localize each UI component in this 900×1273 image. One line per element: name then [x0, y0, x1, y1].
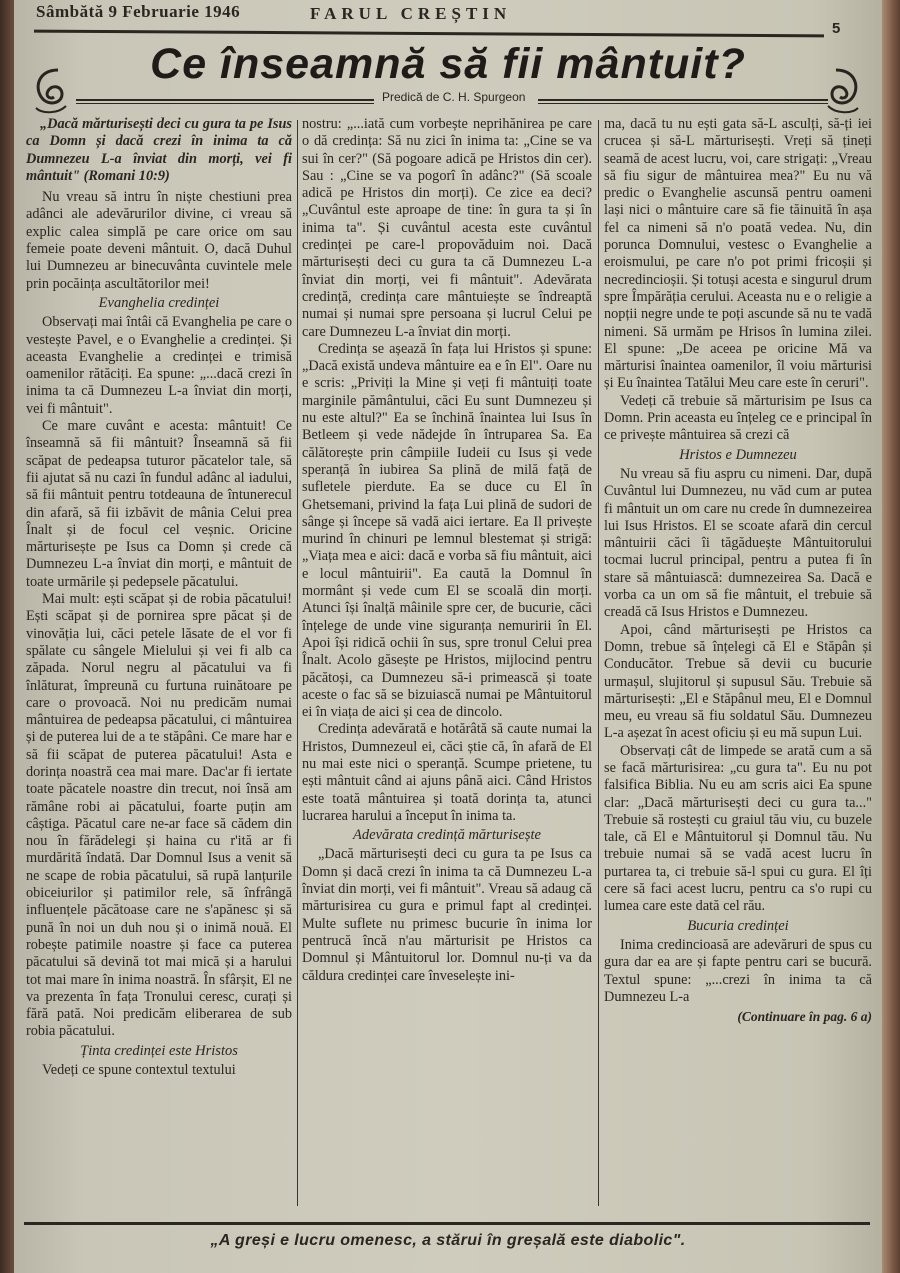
newspaper-page [14, 0, 882, 1273]
paragraph: ma, dacă tu nu ești gata să-L asculți, să-ți iei crucea și să-L mărturisești. Vreți să țineți seamă de acest lucru, voi, care strigați: „Vreau să fiu sigur de mântuirea mea?" Eu nu vă predic o Evanghelie ascunsă pentru oameni lași nici o mântuire care să fie tăinuită în așa fel ca nimeni să n'o poată vedea. Nu, din porunca Domnului, vestesc o Evanghelie a eroismului, pe care n'o pot primi fricoșii și necredincioșii. Și totuși acesta e singurul drum spre Împărăția cerului. Aceasta nu e o religie a nopții negre unde te poți ascunde să nu te vadă nimeni. Să urmăm pe Hrisos în lumina zilei. El spune: „De aceea pe oricine Mă va mărturisi înaintea oamenilor, îl voiu mărturisi și Eu înaintea Tatălui Meu care este în ceruri". [604, 116, 872, 392]
byline-rule-right [538, 99, 828, 104]
paragraph: Credința se așează în fața lui Hristos și spune: „Dacă există undeva mântuire ea e în El". Oare nu e scris: „Priviți la Mine și veți fi mântuiți toate marginile pământului, căci Eu sunt Dumnezeu și nu este altul?" Ea se închină înaintea lui Isus în Betleem și vede nădejde în întruparea Sa. Ea călătorește prin câmpiile Iudeii cu Isus și vede speranță în iubirea Sa plină de milă față de sufletele pierdute. Ea se duce cu El în Ghetsemani, privind la fața Lui plină de sudori de sânge și începe să vadă aici iertare. Ea Il privește murind în chinuri pe lemnul blestemat și strigă: „Viața mea e aici: dacă e vorba să fiu mântuit, aici e locul mântuirii". Ea caută la Domnul în mormânt și vede cum El se scoală din morți. Atunci își înalță mâinile spre cer, de bucurie, căci înțelege de unde vine siguranța nemuririi în El. Apoi își ridică ochii în sus, spre tronul Celui prea Înalt. Acolo găsește pe Hristos, mijlocind pentru păcătoși, ca Dumnezeu să-i primească și toate aceste o fac să se bizuiască numai pe Mântuitorul ei în viața de aici și cea de dincolo. [302, 340, 592, 721]
article-title: Ce înseamnă să fii mântuit? [150, 40, 746, 88]
column-divider [297, 120, 298, 1206]
paragraph: „Dacă mărturisești deci cu gura ta pe Isus ca Domn și dacă crezi în inima ta că Dumnezeu L-a înviat din morți, vei fi mântuit". Vreau să adaug că mărturisirea cu gura e primul fapt al credinței. Multe suflete nu primesc bucurie în inima lor pentrucă încă n'au mărturisit pe Hristos ca Domnul și Mântuitorul lor. Domnul nu-ți va da căldura credinței care înveselește ini- [302, 846, 592, 984]
paragraph: Apoi, când mărturisești pe Hristos ca Domn, trebue să înțelegi că El e Stăpân și Conducător. Trebue să devii cu bucurie urmașul, slujitorul și supusul Său. Trebuie să mărturisești: „El e Stăpânul meu, El e Domnul meu, eu vreau să fiu soldatul Său. Dumnezeu L-a așezat în acest oficiu și eu mă supun Lui. [604, 621, 872, 742]
paragraph: Observați mai întâi că Evanghelia pe care o vestește Pavel, e o Evanghelie a credinței. Și aceasta Evanghelie a credinței e trimisă oamenilor rătăciți. Ea spune: „...dacă crezi în inima ta că Dumnezeu L-a înviat din morți, vei fi mântuit". [26, 314, 292, 417]
scripture-motto: „Dacă mărturisești deci cu gura ta pe Isus ca Domn și dacă crezi în inima ta că Dumnezeu L-a înviat din morți, vei fi mântuit" (Romani 10:9) [26, 116, 292, 184]
article-column-2 [302, 116, 592, 1206]
issue-date: Sâmbătă 9 Februarie 1946 [36, 2, 241, 21]
subheading: Ținta credinței este Hristos [80, 1042, 238, 1059]
book-spine [0, 0, 14, 1273]
byline: Predică de C. H. Spurgeon [382, 90, 526, 104]
article-column-1 [26, 116, 292, 1206]
paragraph: Credința adevărată e hotărâtă să caute numai la Hristos, Dumnezeul ei, căci știe că, în afară de El nu mai este nici o speranță. Scumpe prietene, tu ești mântuit când ai ajuns până aici. Când Hristos este toată mântuirea și toată dorința ta, atunci lucrarea harului a început în inima ta. [302, 721, 592, 824]
footer-rule [24, 1222, 870, 1225]
paragraph: Ce mare cuvânt e acesta: mântuit! Ce înseamnă să fii mântuit? Înseamnă să fii scăpat de pedeapsa tuturor păcatelor tale, să fii ajutat să nu cazi în fundul adânc al iadului, să fii mântuit pentru totdeauna de întunerecul din afară, să fii izbăvit de mânia Celui prea Înalt și de focul cel veșnic. Oricine mărturisește pe Isus ca Domn și crede că Dumnezeu L-a înviat din morți, e mântuit de toate urmările și pedepsele păcatului. [26, 418, 292, 590]
paragraph: Observați cât de limpede se arată cum a să se facă mărturisirea: „cu gura ta". Eu nu pot falsifica Biblia. Nu eu am scris aici Ea spune clar: „Dacă mărturisești deci cu gura ta..." Trebuie să rostești cu graiul tău viu, cu buzele tale, că El e Mântuitorul și Domnul tău. Nu trebuie numai să se vadă acest lucru în purtarea ta, ci trebuie să-l spui cu gura. El îți cere să faci acest lucru, pentru ca s'o rupi cu lumea care este dată cel rău. [604, 742, 872, 915]
paragraph: Vedeți ce spune contextul textului [42, 1062, 236, 1079]
paragraph: Nu vreau să fiu aspru cu nimeni. Dar, după Cuvântul lui Dumnezeu, nu văd cum ar putea fi mântuit un om care nu crede în dumnezeirea lui Isus Hristos. El se scoate afară din cercul mântuirii căci îi tăgăduește Mântuitorului tocmai lucrul principal, pentru a putea fi în stare să mântuiască: dumnezeirea Sa. Dacă e vorba ca un om să fie mântuit, el trebuie să creadă că Isus Hristos e Dumnezeu. [604, 465, 872, 621]
right-ornament-icon [822, 64, 866, 118]
subheading: Bucuria credinței [687, 917, 789, 934]
subheading: Hristos e Dumnezeu [679, 446, 797, 463]
masthead: FARUL CREȘTIN [310, 4, 512, 23]
byline-rule-left [76, 99, 374, 104]
continuation-note: (Continuare în pag. 6 a) [737, 1009, 872, 1025]
left-ornament-icon [28, 64, 72, 118]
paragraph: Nu vreau să intru în niște chestiuni prea adânci ale adevărurilor divine, ci vreau să explic calea simplă pe care orice om sau femeie poate deveni mântuit. O, dacă Duhul lui Dumnezeu ar binecuvânta cuvintele mele prin pocăința ascultătorilor mei! [26, 189, 292, 292]
subheading: Evanghelia credinței [98, 294, 220, 311]
article-column-3 [604, 116, 872, 1206]
header-rule [34, 30, 824, 38]
page-number: 5 [832, 20, 841, 37]
subheading: Adevărata credință mărturisește [353, 827, 541, 844]
paragraph: Inima credincioasă are adevăruri de spus cu gura dar ea are și fapte pentru cari se bucură. Textul spune: „...crezi în inima ta că Dumnezeu L-a [604, 936, 872, 1005]
book-edge [882, 0, 900, 1273]
column-divider [598, 120, 599, 1206]
paragraph: nostru: „...iată cum vorbește neprihănirea pe care o dă credința: Să nu zici în inima ta: „Cine se va sui în cer?" (Să pogoare adică pe Hristos din cer). Sau : „Cine se va pogorî în adânc?" (Să scoale adică pe Hristos din morți). Ce zice ea deci? „Cuvântul este aproape de tine: în gura ta și în inima ta". Și cuvântul acesta este cuvântul credinței pe care-l propovăduim noi. Dacă mărturisești deci cu gura ta că Dumnezeu L-a înviat din morți, vei fi mântuit". Adevărata credință, credința care mântuiește se îndreaptă numai și numai spre persoana și lucrul Celui pe care Dumnezeu L-a înviat din morți. [302, 116, 592, 340]
paragraph: Vedeți că trebuie să mărturisim pe Isus ca Domn. Prin aceasta eu înțeleg ce e principal în ce privește mântuirea să crezi că [604, 392, 872, 444]
footer-quote: „A greși e lucru omenesc, a stărui în greșală este diabolic". [210, 1232, 686, 1249]
paragraph: Mai mult: ești scăpat și de robia păcatului! Ești scăpat și de pornirea spre păcat și de vinovăția lui, căci petele lăsate de el vor fi spălate cu sângele Mielului și vei fi alb ca zăpada. Norul negru al păcatului va fi înlăturat, împreună cu furtuna ruinătoare pe care o provoacă. Noi nu predicăm numai mântuirea de pedeapsa păcatului, ci mântuirea și de puterea lui de a te stăpâni. Ce mare har e să fii scăpat de puterea păcatului! Asta e dorința noastră cea mai mare. Dac'ar fi iertate toate păcatele noastre din trecut, noi însă am rămâne robi ai păcatului, foarte puțin am câștiga. Păcatul care ne-ar face să cădem din nou în fărădelegi și haina cu r'ită ar fi murdărită îndată. Dar Domnul Isus a venit să ne scape de robia păcatului, să rupă lanțurile obiceiurilor și patimilor rele, să înfrângă influențele păcătoase care ne s'apănesc și să pună în noi un duh nou și o inimă nouă. El robește patimile noastre și face ca puterea păcatului să devină tot mai mică și a harului tot mai mare în inima noastră. În sfârșit, El ne va prezenta în fața Tronului ceresc, curați și fără pată. Noi predicăm eliberarea de sub robia păcatului. [26, 591, 292, 1040]
